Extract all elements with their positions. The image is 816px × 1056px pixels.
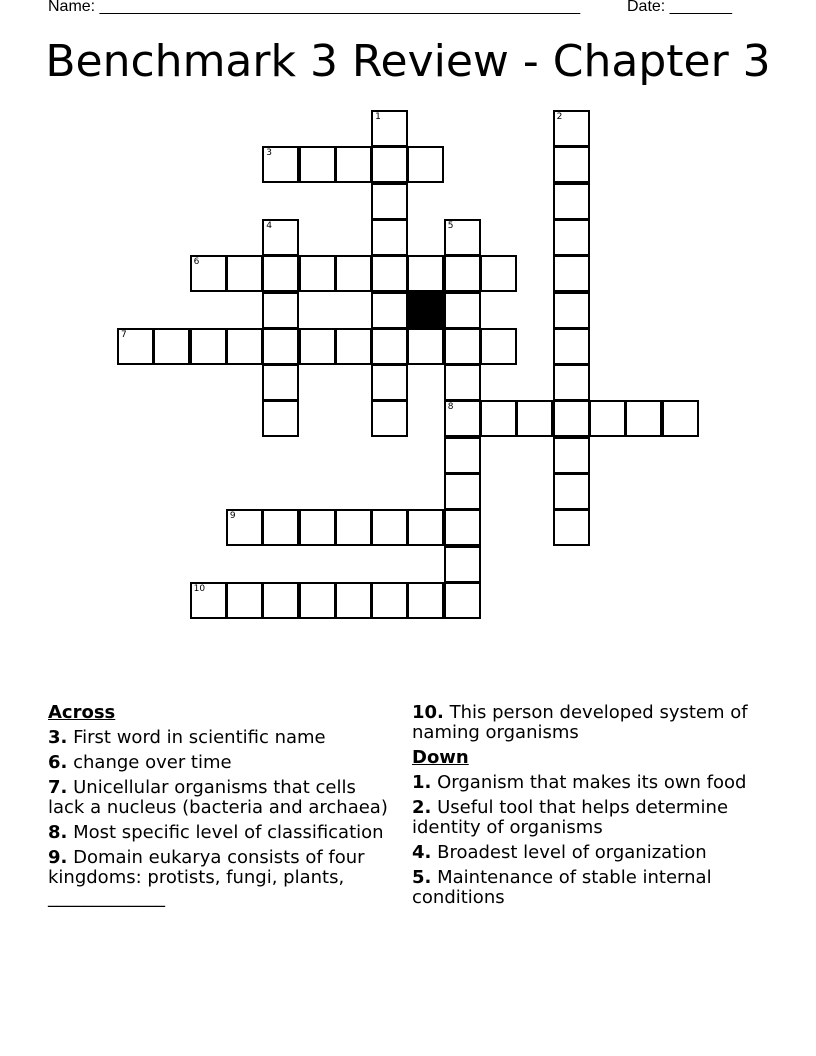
crossword-cell[interactable] xyxy=(407,146,444,183)
clue-number: 7 xyxy=(121,329,127,340)
crossword-cell[interactable] xyxy=(371,255,408,292)
crossword-cell[interactable] xyxy=(407,509,444,546)
crossword-cell[interactable] xyxy=(553,219,590,256)
crossword-cell[interactable] xyxy=(226,509,263,546)
clues-column-left xyxy=(48,703,393,913)
clue-number: 1 xyxy=(375,112,381,122)
crossword-cell[interactable] xyxy=(335,146,372,183)
crossword-cell[interactable] xyxy=(262,292,299,329)
crossword-cell[interactable] xyxy=(226,255,263,292)
crossword-cell[interactable] xyxy=(625,400,662,437)
crossword-cell[interactable] xyxy=(262,582,299,619)
crossword-cell[interactable] xyxy=(335,255,372,292)
clue-number: 6 xyxy=(193,257,200,268)
across-clue-7: 7. Unicellular organisms that cells lack a nucleus (bacteria and archaea) xyxy=(48,777,388,818)
crossword-cell[interactable] xyxy=(444,509,481,546)
across-clue-9: 9. Domain eukarya consists of four kingdoms: protists, fungi, plants, _____________ xyxy=(48,847,365,908)
crossword-cell[interactable] xyxy=(262,255,299,292)
crossword-cell[interactable] xyxy=(371,219,408,256)
crossword-cell[interactable] xyxy=(371,110,408,147)
crossword-cell[interactable] xyxy=(335,582,372,619)
clue-number: 2 xyxy=(556,112,563,122)
crossword-cell[interactable] xyxy=(190,582,227,619)
crossword-cell[interactable] xyxy=(589,400,626,437)
crossword-cell[interactable] xyxy=(335,328,372,365)
crossword-cell[interactable] xyxy=(444,255,481,292)
crossword-cell[interactable] xyxy=(226,328,263,365)
crossword-cell[interactable] xyxy=(444,364,481,401)
page-title: Benchmark 3 Review - Chapter 3 xyxy=(45,36,771,87)
down-clue-4: 4. Broadest level of organization xyxy=(412,842,707,863)
crossword-cell[interactable] xyxy=(299,255,336,292)
crossword-cell[interactable] xyxy=(516,400,553,437)
clue-number: 4 xyxy=(266,220,272,231)
crossword-cell[interactable] xyxy=(407,255,444,292)
crossword-cell[interactable] xyxy=(299,509,336,546)
crossword-cell[interactable] xyxy=(371,364,408,401)
crossword-cell[interactable] xyxy=(553,509,590,546)
crossword-cell[interactable] xyxy=(444,400,481,437)
crossword-cell[interactable] xyxy=(299,582,336,619)
crossword-cell[interactable] xyxy=(444,546,481,583)
down-heading: Down xyxy=(412,747,469,768)
crossword-cell[interactable] xyxy=(299,146,336,183)
crossword-cell[interactable] xyxy=(480,328,517,365)
crossword-cell[interactable] xyxy=(662,400,699,437)
crossword-cell[interactable] xyxy=(553,110,590,147)
clues-column-right xyxy=(412,703,752,913)
crossword-cell[interactable] xyxy=(262,146,299,183)
crossword-cell[interactable] xyxy=(480,400,517,437)
crossword-cell[interactable] xyxy=(553,473,590,510)
crossword-cell[interactable] xyxy=(190,255,227,292)
black-square xyxy=(407,292,444,329)
down-clue-5: 5. Maintenance of stable internal conditions xyxy=(412,867,712,908)
crossword-cell[interactable] xyxy=(444,292,481,329)
crossword-cell[interactable] xyxy=(262,509,299,546)
crossword-cell[interactable] xyxy=(262,364,299,401)
crossword-cell[interactable] xyxy=(262,400,299,437)
crossword-cell[interactable] xyxy=(553,255,590,292)
across-clue-3: 3. First word in scientific name xyxy=(48,727,326,748)
across-clue-6: 6. change over time xyxy=(48,752,232,773)
crossword-cell[interactable] xyxy=(371,183,408,220)
crossword-cell[interactable] xyxy=(553,328,590,365)
clue-number: 5 xyxy=(447,220,454,231)
crossword-cell[interactable] xyxy=(480,255,517,292)
crossword-cell[interactable] xyxy=(262,219,299,256)
crossword-cell[interactable] xyxy=(371,146,408,183)
crossword-cell[interactable] xyxy=(553,146,590,183)
crossword-cell[interactable] xyxy=(553,437,590,474)
crossword-cell[interactable] xyxy=(371,582,408,619)
crossword-cell[interactable] xyxy=(553,364,590,401)
clue-number: 8 xyxy=(447,402,454,413)
crossword-cell[interactable] xyxy=(553,292,590,329)
crossword-cell[interactable] xyxy=(444,582,481,619)
crossword-cell[interactable] xyxy=(407,328,444,365)
date-field-label: Date: _______ xyxy=(627,0,732,15)
across-clue-8: 8. Most specific level of classification xyxy=(48,822,384,843)
across-heading: Across xyxy=(48,702,116,723)
crossword-cell[interactable] xyxy=(299,328,336,365)
clue-number: 3 xyxy=(266,148,272,159)
crossword-cell[interactable] xyxy=(153,328,190,365)
crossword-cell[interactable] xyxy=(371,509,408,546)
name-field-label: Name: ______________________________________________________ xyxy=(48,0,581,15)
down-clue-1: 1. Organism that makes its own food xyxy=(412,772,747,793)
crossword-cell[interactable] xyxy=(444,473,481,510)
crossword-cell[interactable] xyxy=(444,437,481,474)
down-clue-2: 2. Useful tool that helps determine identity of organisms xyxy=(412,797,729,838)
crossword-cell[interactable] xyxy=(553,400,590,437)
crossword-cell[interactable] xyxy=(553,183,590,220)
across-clue-10: 10. This person developed system of naming organisms xyxy=(412,702,748,743)
crossword-cell[interactable] xyxy=(117,328,154,365)
crossword-cell[interactable] xyxy=(190,328,227,365)
crossword-cell[interactable] xyxy=(371,400,408,437)
crossword-cell[interactable] xyxy=(371,292,408,329)
crossword-cell[interactable] xyxy=(335,509,372,546)
crossword-cell[interactable] xyxy=(444,219,481,256)
clue-number: 9 xyxy=(229,511,236,522)
crossword-cell[interactable] xyxy=(262,328,299,365)
crossword-cell[interactable] xyxy=(226,582,263,619)
crossword-cell[interactable] xyxy=(371,328,408,365)
crossword-cell[interactable] xyxy=(407,582,444,619)
clue-number: 10 xyxy=(193,583,206,594)
crossword-cell[interactable] xyxy=(444,328,481,365)
